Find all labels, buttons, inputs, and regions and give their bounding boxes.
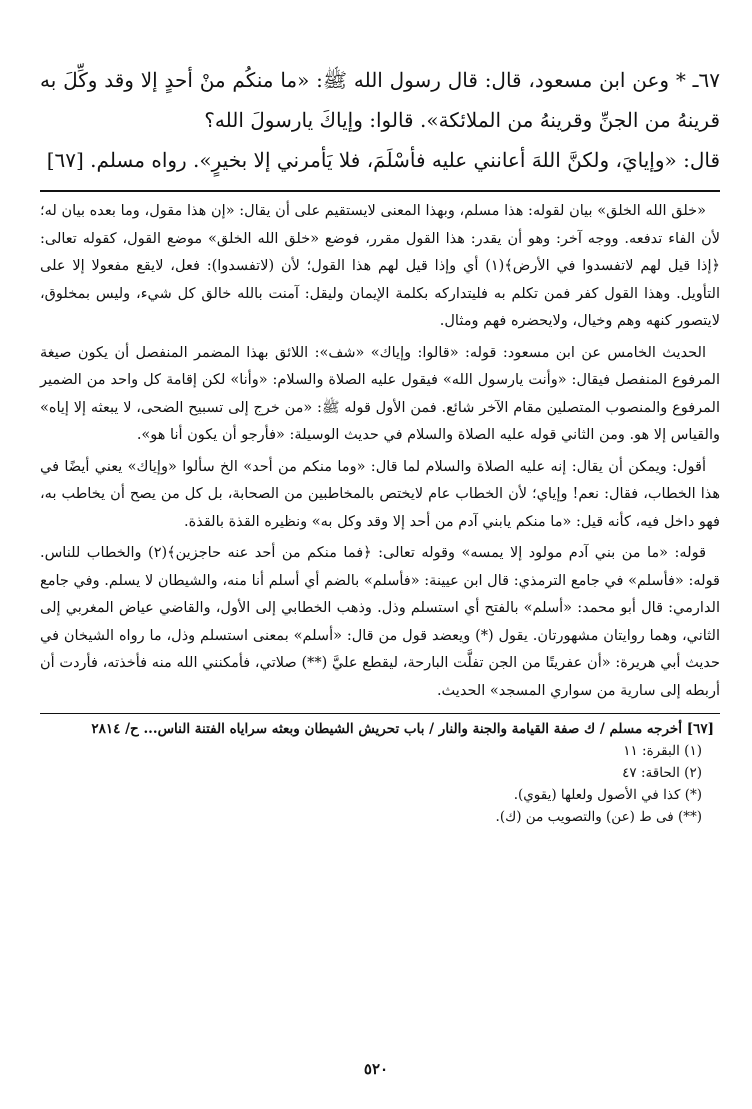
footnote-4: (**) فى ط (عن) والتصويب من (ك). [495, 809, 702, 825]
separator-line [40, 190, 720, 192]
footnotes-section [40, 718, 720, 828]
commentary-paragraph-1: «خلق الله الخلق» بيان لقوله: هذا مسلم، وبهذا المعنى لايستقيم على أن يقال: «إن هذا مقول، وما بعده بيان له؛ لأن الفاء تدفعه. ووجه آخر: وهو أن يقدر: هذا القول مقرر، فوضع «خلق الله الخلق» موضع القول، كقوله تعالى: ﴿إذا قيل لهم لاتفسدوا في الأرض﴾(١) أي وإذا قيل لهم هذا القول؛ لأن (لاتفسدوا): فعل، لايقع مفعولا إلا على التأويل. وهذا القول كفر فمن تكلم به فليتداركه بكلمة الإيمان وليقل: آمنت بالله خالق كل شيء، وليس بمخلوق، لايتصور كنهه وهم وخيال، ولايحضره فهم ومثال. [40, 203, 720, 329]
footnote-separator [40, 713, 720, 714]
footnote-3: (*) كذا في الأصول ولعلها (يقوي). [513, 787, 702, 803]
hadith-line-1: ٦٧ـ * وعن ابن مسعود، قال: قال رسول الله ﷺ: «ما منكُم منْ أحدٍ إلا وقد وكِّلَ به قرينهُ من الجنِّ وقرينهُ من الملائكة». قالوا: وإياكَ يارسولَ الله؟ [40, 68, 720, 132]
commentary-paragraph-4: قوله: «ما من بني آدم مولود إلا يمسه» وقوله تعالى: ﴿فما منكم من أحد عنه حاجزين﴾(٢) والخطاب للناس. قوله: «فأسلم» في جامع الترمذي: قال ابن عيينة: «فأسلم» بالضم أي أسلم أنا منه، والشيطان لا يسلم. وفي جامع الدارمي: قال أبو محمد: «أسلم» بالفتح أي استسلم وذل. وذهب الخطابي إلى الأول، والقاضي عياض المغربي إلى الثاني، وهما روايتان مشهورتان. يقول (*) ويعضد قول من قال: «أسلم» بمعنى استسلم وذل، ما رواه الشيخان في حديث أبي هريرة: «أن عفريتًا من الجن تفلَّت البارحة، ليقطع عليَّ (**) صلاتي، فأمكنني الله منه فأخذته، فأردت أن أربطه إلى سارية من سواري المسجد» الحديث. [40, 545, 720, 699]
commentary-section [40, 198, 720, 705]
hadith-line-2: قال: «وإيايَ، ولكنَّ اللهَ أعانني عليه فأسْلَمَ، فلا يَأمرني إلا بخيرٍ». رواه مسلم. [٦٧] [46, 148, 720, 172]
page-content [40, 60, 720, 828]
hadith-text [40, 60, 720, 180]
commentary-paragraph-2: الحديث الخامس عن ابن مسعود: قوله: «قالوا: وإياك» «شف»: اللائق بهذا المضمر المنفصل أن يكون صيغة المرفوع المنفصل فيقال: «وأنت يارسول الله» فيقول عليه الصلاة والسلام: «وأنا» لكن إقامة كل واحد من الضمير المرفوع والمنصوب المتصلين مقام الآخر شائع. فمن الأول قوله ﷺ: «من خرج إلى تسبيح الضحى، لا يبعثه إلا إياه» والقياس إلا هو. ومن الثاني قوله عليه الصلاة والسلام في حديث الوسيلة: «فأرجو أن يكون أنا هو». [40, 344, 720, 443]
commentary-paragraph-3: أقول: ويمكن أن يقال: إنه عليه الصلاة والسلام لما قال: «وما منكم من أحد» الخ سألوا «وإياك» يعني أيضًا في هذا الخطاب، فقال: نعم! وإياي؛ لأن الخطاب عام لايختص بالمخاطبين من الصحابة، بل كل من يصح أن يخاطب به، فهو داخل فيه، كأنه قيل: «ما منكم يابني آدم من أحد إلا وقد وكل به» ونظيره القذة بالقذة. [40, 458, 720, 530]
footnote-1: (١) البقرة: ١١ [623, 743, 702, 759]
page-number: ٥٢٠ [363, 1060, 389, 1078]
footnote-2: (٢) الحاقة: ٤٧ [622, 765, 702, 781]
footnote-source: [٦٧] أخرجه مسلم / ك صفة القيامة والجنة والنار / باب تحريش الشيطان وبعثه سراياه الفتنة الناس... ح/ ٢٨١٤ [91, 721, 714, 737]
